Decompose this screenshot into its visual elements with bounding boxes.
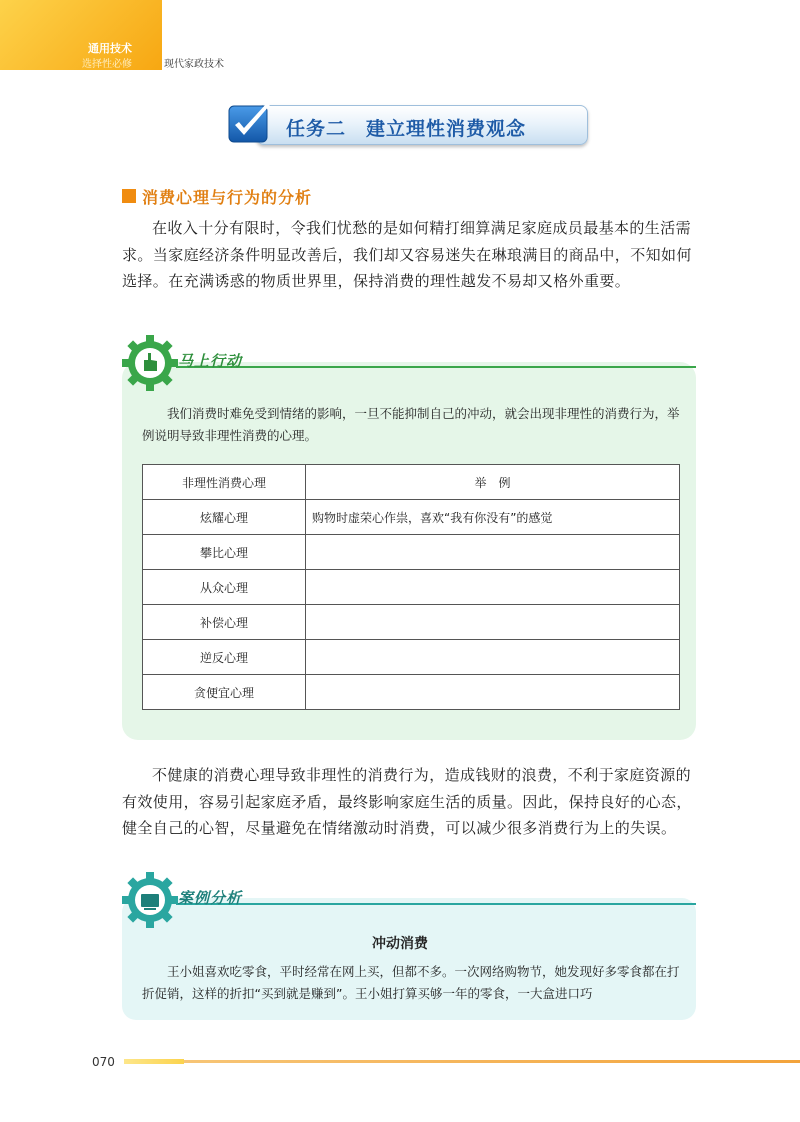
case-header-line: [176, 903, 696, 905]
psychology-cell: 贪便宜心理: [143, 675, 306, 710]
series-subtitle: 选择性必修: [82, 59, 132, 70]
example-cell[interactable]: [306, 535, 680, 570]
action-header-line: [176, 366, 696, 368]
action-label: 马上行动: [178, 352, 243, 370]
example-cell[interactable]: [306, 605, 680, 640]
section-title: 消费心理与行为的分析: [142, 187, 313, 207]
case-text: 王小姐喜欢吃零食，平时经常在网上买，但都不多。一次网络购物节，她发现好多零食都在打折促销，这样的折扣“买到就是赚到”。王小姐打算买够一年的零食，一大盒进口巧: [142, 964, 680, 1001]
table-row: [143, 535, 680, 570]
table-row: [143, 570, 680, 605]
psychology-cell: 逆反心理: [143, 640, 306, 675]
table-header-row: [143, 465, 680, 500]
case-label: 案例分析: [178, 889, 243, 907]
orange-square-icon: [122, 189, 136, 203]
table-row: [143, 640, 680, 675]
footer-line: [184, 1060, 800, 1063]
table-header-psychology: 非理性消费心理: [143, 465, 306, 500]
table-row: [143, 500, 680, 535]
psychology-cell: 补偿心理: [143, 605, 306, 640]
task-banner: [226, 103, 588, 145]
page-number: 070: [92, 1055, 115, 1069]
checkmark-icon: [226, 103, 274, 145]
example-cell[interactable]: [306, 640, 680, 675]
table-row: [143, 605, 680, 640]
example-cell[interactable]: [306, 570, 680, 605]
case-title: 冲动消费: [372, 936, 428, 952]
footer-stripe: [124, 1059, 184, 1064]
psychology-cell: 从众心理: [143, 570, 306, 605]
example-cell[interactable]: [306, 675, 680, 710]
action-intro: 我们消费时难免受到情绪的影响，一旦不能抑制自己的冲动，就会出现非理性的消费行为，举例说明导致非理性消费的心理。: [142, 406, 680, 443]
book-title: 现代家政技术: [164, 59, 224, 70]
gear-hand-icon: [120, 333, 180, 393]
example-cell: 购物时虚荣心作祟，喜欢“我有你没有”的感觉: [306, 500, 680, 535]
intro-paragraph: 在收入十分有限时，令我们忧愁的是如何精打细算满足家庭成员最基本的生活需求。当家庭经济条件明显改善后，我们却又容易迷失在琳琅满目的商品中，不知如何选择。在充满诱惑的物质世界里，保持消费的理性越发不易却又格外重要。: [122, 219, 692, 290]
task-title: 任务二 建立理性消费观念: [286, 118, 527, 140]
series-title: 通用技术: [88, 42, 132, 55]
conclusion-paragraph: 不健康的消费心理导致非理性的消费行为，造成钱财的浪费，不利于家庭资源的有效使用，容易引起家庭矛盾，最终影响家庭生活的质量。因此，保持良好的心态，健全自己的心智，尽量避免在情绪激动时消费，可以减少很多消费行为上的失误。: [122, 766, 692, 837]
header-corner-block: [0, 0, 162, 70]
psychology-cell: 炫耀心理: [143, 500, 306, 535]
psychology-cell: 攀比心理: [143, 535, 306, 570]
table-row: [143, 675, 680, 710]
gear-case-icon: [120, 870, 180, 930]
section-heading: [122, 184, 312, 208]
psychology-table: [142, 464, 680, 710]
table-header-example: 举 例: [306, 465, 680, 500]
